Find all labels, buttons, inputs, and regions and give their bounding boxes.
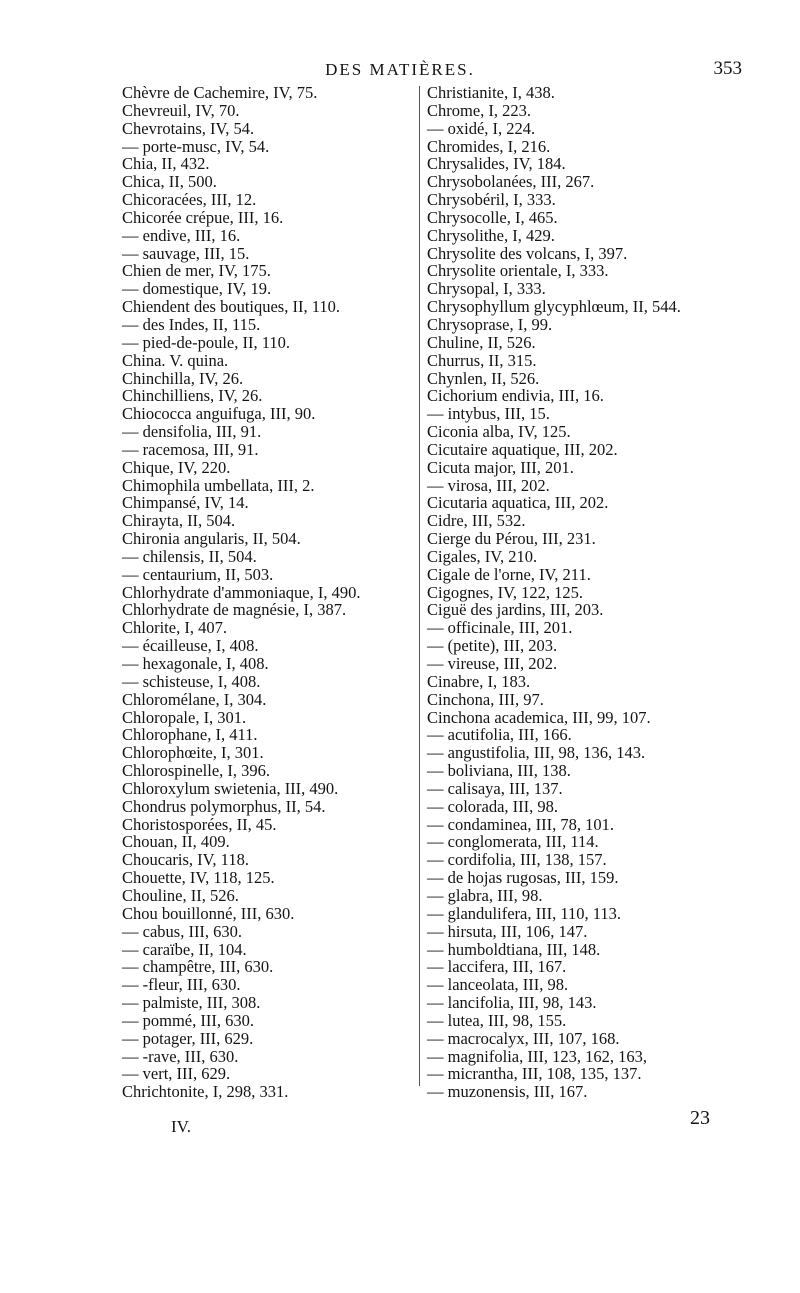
index-entry: — magnifolia, III, 123, 162, 163, [427,1046,647,1066]
index-entry: — glandulifera, III, 110, 113. [427,903,621,923]
index-entry: Chrysopal, I, 333. [427,279,546,299]
index-entry: Chlorhydrate d'ammoniaque, I, 490. [122,582,361,602]
index-entry: Choristosporées, II, 45. [122,814,277,834]
index-entry: Chiendent des boutiques, II, 110. [122,297,340,317]
index-entry: Cinchona academica, III, 99, 107. [427,707,651,727]
index-entry: — micrantha, III, 108, 135, 137. [427,1064,642,1084]
index-entry: — hexagonale, I, 408. [122,654,269,673]
index-entry: — cordifolia, III, 138, 157. [427,850,607,870]
index-entry: — des Indes, II, 115. [122,314,261,334]
index-entry: — densifolia, III, 91. [122,422,262,442]
index-entry: — -fleur, III, 630. [122,975,241,995]
index-entry: — muzonensis, III, 167. [427,1082,588,1102]
index-entry: — endive, III, 16. [122,225,241,245]
index-entry: China. V. quina. [122,350,229,370]
index-entry: Chrysophyllum glycyphlœum, II, 544. [427,297,681,317]
index-entry: Chiococca anguifuga, III, 90. [122,404,316,424]
index-entry: Chuline, II, 526. [427,332,536,352]
index-entry: — cabus, III, 630. [122,921,243,941]
index-entry: Chrichtonite, I, 298, 331. [122,1082,289,1102]
index-entry: — -rave, III, 630. [122,1046,239,1066]
footer-volume: IV. [171,1117,191,1136]
index-entry: — pied-de-poule, II, 110. [122,332,291,352]
index-column-left [122,84,361,1101]
index-entry: Chouline, II, 526. [122,885,239,905]
index-entry: Cigognes, IV, 122, 125. [427,582,583,602]
index-entry: — lutea, III, 98, 155. [427,1010,567,1030]
index-entry: — centaurium, II, 503. [122,564,274,584]
index-entry: Chlorophœite, I, 301. [122,743,264,763]
index-entry: Cichorium endivia, III, 16. [427,386,604,406]
index-entry: Chirayta, II, 504. [122,511,236,531]
index-entry: — acutifolia, III, 166. [427,725,572,745]
index-entry: Chrysocolle, I, 465. [427,207,558,227]
index-entry: Churrus, II, 315. [427,350,537,370]
index-entry: Chlorite, I, 407. [122,618,227,638]
footer-signature: 23 [690,1107,710,1129]
index-entry: Chrysoprase, I, 99. [427,314,553,334]
index-entry: Chicorée crépue, III, 16. [122,207,284,227]
index-entry: Cierge du Pérou, III, 231. [427,529,596,549]
index-entry: Chinchilliens, IV, 26. [122,386,263,406]
index-entry: — champêtre, III, 630. [122,957,274,977]
index-entry: Ciconia alba, IV, 125. [427,422,571,442]
index-entry: Chinchilla, IV, 26. [122,368,244,388]
index-entry: — potager, III, 629. [122,1028,254,1048]
index-entry: Cinchona, III, 97. [427,689,544,709]
index-entry: Chlorophane, I, 411. [122,725,258,745]
index-entry: — racemosa, III, 91. [122,439,259,459]
index-entry: Chrysolithe, I, 429. [427,225,555,245]
index-entry: — vireuse, III, 202. [427,654,558,673]
index-entry: — hirsuta, III, 106, 147. [427,921,588,941]
index-entry: Chironia angularis, II, 504. [122,529,301,549]
index-entry: Chromides, I, 216. [427,136,551,156]
index-entry: Ciguë des jardins, III, 203. [427,600,604,620]
index-entry: — virosa, III, 202. [427,475,550,495]
index-entry: Chia, II, 432. [122,154,210,174]
index-entry: — condaminea, III, 78, 101. [427,814,614,834]
index-entry: — humboldtiana, III, 148. [427,939,601,959]
index-entry: Cicuta major, III, 201. [427,457,574,477]
index-entry: — oxidé, I, 224. [427,118,536,138]
index-entry: — glabra, III, 98. [427,885,543,905]
index-entry: Chrome, I, 223. [427,100,532,120]
index-entry: — conglomerata, III, 114. [427,832,599,852]
index-entry: Chien de mer, IV, 175. [122,261,271,281]
index-entry: Chrysalides, IV, 184. [427,154,566,174]
index-entry: — laccifera, III, 167. [427,957,567,977]
index-entry: Chimpansé, IV, 14. [122,493,249,513]
index-entry: Chloropale, I, 301. [122,707,247,727]
index-entry: Chouette, IV, 118, 125. [122,868,275,888]
index-entry: Chimophila umbellata, III, 2. [122,475,315,495]
index-entry: Chou bouillonné, III, 630. [122,903,295,923]
index-entry: — lancifolia, III, 98, 143. [427,993,597,1013]
index-entry: Chondrus polymorphus, II, 54. [122,796,326,816]
index-entry: Chrysolite des volcans, I, 397. [427,243,628,263]
index-entry: Cicutaria aquatica, III, 202. [427,493,609,513]
index-entry: Cicutaire aquatique, III, 202. [427,439,618,459]
index-entry: — palmiste, III, 308. [122,993,261,1013]
index-entry: Chrysolite orientale, I, 333. [427,261,609,281]
column-divider [419,86,420,1086]
index-entry: — intybus, III, 15. [427,404,550,424]
index-entry: Chevrotains, IV, 54. [122,118,255,138]
index-entry: Cigales, IV, 210. [427,546,538,566]
index-entry: — écailleuse, I, 408. [122,636,259,656]
index-entry: — domestique, IV, 19. [122,279,272,299]
page-number: 353 [713,58,742,79]
index-entry: — macrocalyx, III, 107, 168. [427,1028,620,1048]
index-entry: Christianite, I, 438. [427,83,555,102]
index-entry: Chicoracées, III, 12. [122,190,257,210]
index-entry: Chlorhydrate de magnésie, I, 387. [122,600,347,620]
index-entry: Chloromélane, I, 304. [122,689,267,709]
index-entry: — calisaya, III, 137. [427,778,563,798]
index-entry: — sauvage, III, 15. [122,243,250,263]
index-entry: Choucaris, IV, 118. [122,850,249,870]
index-entry: Chlorospinelle, I, 396. [122,761,271,781]
index-entry: — caraïbe, II, 104. [122,939,247,959]
index-entry: Chrysobéril, I, 333. [427,190,556,210]
index-entry: — officinale, III, 201. [427,618,573,638]
index-entry: Chrysobolanées, III, 267. [427,172,595,192]
index-entry: — vert, III, 629. [122,1064,231,1084]
index-entry: Chouan, II, 409. [122,832,230,852]
index-entry: Chica, II, 500. [122,172,217,192]
index-entry: — boliviana, III, 138. [427,761,571,781]
index-entry: — angustifolia, III, 98, 136, 143. [427,743,646,763]
index-entry: — colorada, III, 98. [427,796,559,816]
index-column-right [427,84,681,1101]
index-entry: — de hojas rugosas, III, 159. [427,868,619,888]
index-entry: Cigale de l'orne, IV, 211. [427,564,591,584]
index-entry: Chique, IV, 220. [122,457,231,477]
index-entry: — lanceolata, III, 98. [427,975,569,995]
index-entry: Chynlen, II, 526. [427,368,540,388]
index-entry: Chevreuil, IV, 70. [122,100,240,120]
index-entry: — pommé, III, 630. [122,1010,254,1030]
page-header-title: DES MATIÈRES. [325,60,475,79]
index-entry: — chilensis, II, 504. [122,546,257,566]
index-entry: Cinabre, I, 183. [427,671,531,691]
index-entry: Chèvre de Cachemire, IV, 75. [122,83,318,102]
index-entry: — schisteuse, I, 408. [122,671,261,691]
index-entry: — porte-musc, IV, 54. [122,136,270,156]
index-entry: — (petite), III, 203. [427,636,558,656]
index-entry: Cidre, III, 532. [427,511,526,531]
index-entry: Chloroxylum swietenia, III, 490. [122,778,339,798]
